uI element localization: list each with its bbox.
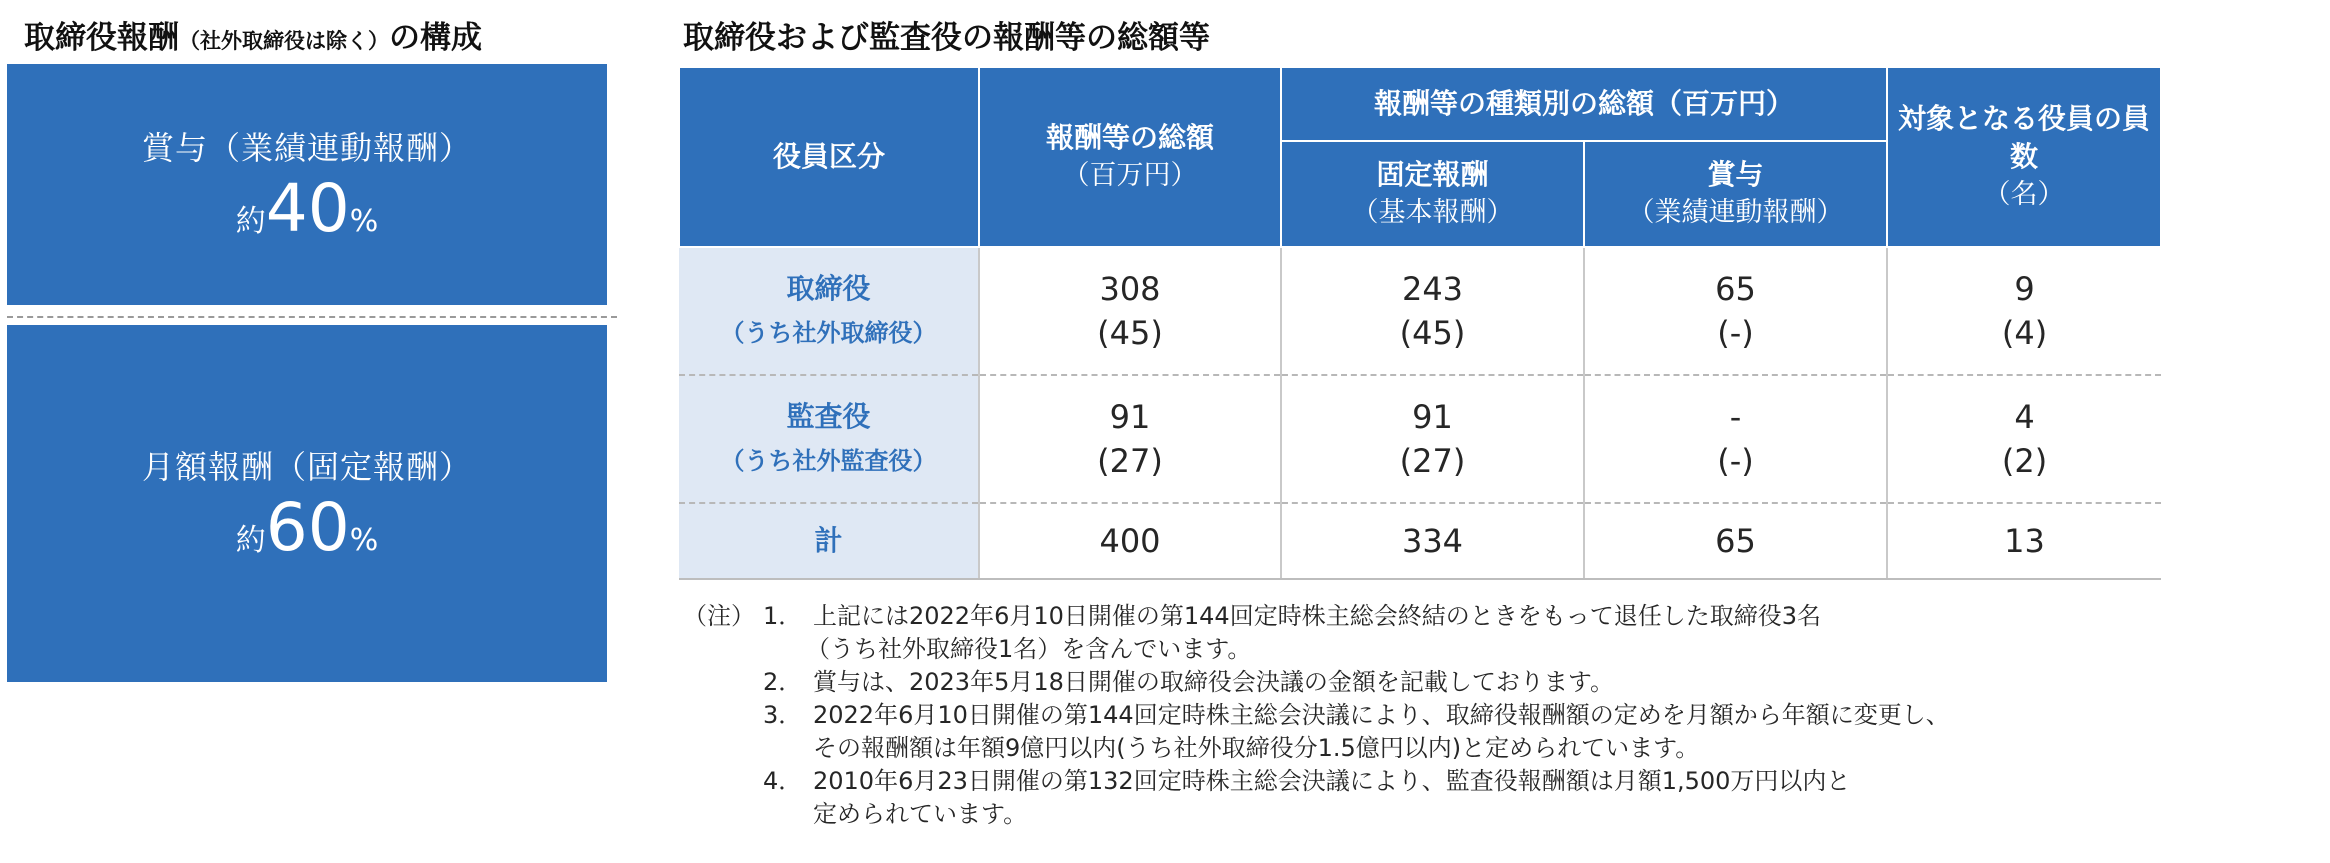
cell-count: 4 (2) xyxy=(1887,375,2161,503)
note-text: 2010年6月23日開催の第132回定時株主総会決議により、監査役報酬額は月額1,500万円以内と xyxy=(813,767,1851,795)
composition-title: 取締役報酬（社外取締役は除く）の構成 xyxy=(24,20,482,56)
cell-bonus: 65 (-) xyxy=(1584,247,1887,375)
cell-fixed: 91 (27) xyxy=(1281,375,1584,503)
bonus-share-value: 約40% xyxy=(235,170,379,248)
monthly-share-value: 約60% xyxy=(235,489,379,567)
table-row-total xyxy=(679,503,2161,579)
cell-fixed: 243 (45) xyxy=(1281,247,1584,375)
note-text: （うち社外取締役1名）を含んでいます。 xyxy=(806,635,1252,663)
note-text: 上記には2022年6月10日開催の第144回定時株主総会終結のときをもって退任した取締役3名 xyxy=(813,602,1821,630)
cell-bonus: - (-) xyxy=(1584,375,1887,503)
note-text: その報酬額は年額9億円以内(うち社外取締役分1.5億円以内)と定められています。 xyxy=(813,734,1700,762)
note-text: 2022年6月10日開催の第144回定時株主総会決議により、取締役報酬額の定めを月額から年額に変更し、 xyxy=(813,701,1950,729)
table-row xyxy=(679,375,2161,503)
header-count: 対象となる役員の員数 （名） xyxy=(1887,67,2161,247)
note-text: 賞与は、2023年5月18日開催の取締役会決議の金額を記載しております。 xyxy=(813,668,1614,696)
row-label-directors: 取締役 （うち社外取締役） xyxy=(679,247,979,375)
note-index: 2． xyxy=(763,668,803,696)
cell-fixed: 334 xyxy=(1281,503,1584,579)
header-fixed: 固定報酬 （基本報酬） xyxy=(1281,141,1584,247)
monthly-share-label: 月額報酬（固定報酬） xyxy=(141,448,472,487)
cell-bonus: 65 xyxy=(1584,503,1887,579)
row-label-auditors: 監査役 （うち社外監査役） xyxy=(679,375,979,503)
remuneration-table xyxy=(678,66,2162,580)
remuneration-table-title: 取締役および監査役の報酬等の総額等 xyxy=(683,20,1210,56)
monthly-share-box xyxy=(7,325,607,682)
note-index: 1． xyxy=(763,602,803,630)
header-total: 報酬等の総額 （百万円） xyxy=(979,67,1281,247)
cell-total: 91 (27) xyxy=(979,375,1281,503)
cell-total: 308 (45) xyxy=(979,247,1281,375)
note-index: 4． xyxy=(763,767,803,795)
bonus-share-box xyxy=(7,64,607,305)
note-text: 定められています。 xyxy=(813,800,1028,828)
table-row xyxy=(679,247,2161,375)
header-by-type: 報酬等の種類別の総額（百万円） xyxy=(1281,67,1887,141)
cell-count: 13 xyxy=(1887,503,2161,579)
cell-count: 9 (4) xyxy=(1887,247,2161,375)
header-bonus: 賞与 （業績連動報酬） xyxy=(1584,141,1887,247)
header-category: 役員区分 xyxy=(679,67,979,247)
note-index: 3． xyxy=(763,701,803,729)
notes-mark: （注） xyxy=(683,602,755,630)
cell-total: 400 xyxy=(979,503,1281,579)
bonus-share-label: 賞与（業績連動報酬） xyxy=(141,129,472,168)
row-label-total: 計 xyxy=(679,503,979,579)
composition-divider xyxy=(7,316,617,318)
